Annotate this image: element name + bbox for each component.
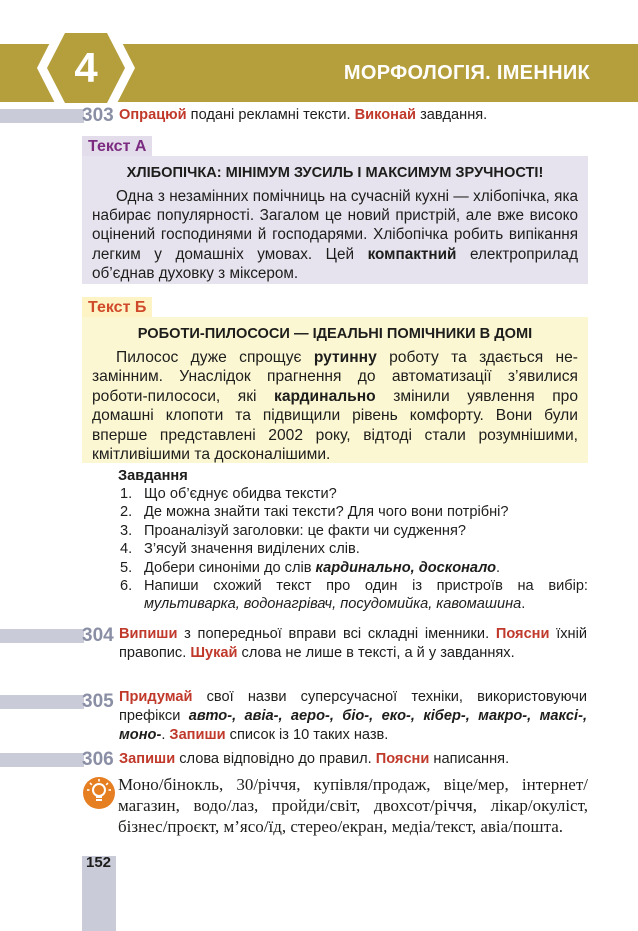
action-word: Виконай [354,107,417,123]
task-number: 4. [120,541,133,558]
action-word: Поясни [375,751,430,767]
task-text: Що об’єднує обидва тексти? [144,486,337,502]
paragraph-text: роботу та здається незамінним. Унаслідок прагнення до автоматизації з’явилися роботи-пилососи, які [92,349,578,405]
text-a-label: Текст А [82,136,152,158]
task-item [118,485,588,503]
exercise-306-instruction [119,750,587,769]
highlighted-word: компактний [367,245,457,263]
exercise-number: 306 [82,749,114,770]
action-word: Запиши [169,727,226,743]
chapter-title: МОРФОЛОГІЯ. ІМЕННИК [343,62,590,84]
action-word: Шукай [190,645,238,661]
exercise-strip [0,695,84,709]
instruction-text: свої назви суперсучасної техніки, використовуючи префікси [119,689,587,724]
instruction-text: подані рекламні тексти. [186,107,355,123]
task-text: З’ясуй значення виділених слів. [144,541,360,558]
task-item [118,522,588,540]
paragraph-text: електроприлад об’єднав духовку з міксером. [92,245,578,282]
text-a-box [82,156,588,284]
text-b-box [82,317,588,463]
exercise-304-instruction [119,625,587,663]
action-word: Запиши [119,751,176,767]
highlighted-word: рутинну [313,349,377,366]
highlighted-word: кардинально [274,387,376,405]
task-item [118,559,588,577]
text-a-title: ХЛІБОПІЧКА: МІНІМУМ ЗУСИЛЬ І МАКСИМУМ ЗРУЧНОСТІ! [126,165,544,181]
instruction-text: . [161,727,170,743]
task-number: 5. [120,559,133,576]
task-number: 3. [120,522,133,539]
task-text: Добери синоніми до слів [144,559,316,576]
exercise-306-words: Моно/бінокль, 30/річчя, купівля/продаж, віце/мер, інтернет/магазин, водо/лаз, пройди/світ, двохсот/річчя, лікар/окуліст, бізнес/проєкт, м’ясо/їд, стерео/екран, медіа/текст, авіа/пошта. [118,775,588,836]
lightbulb-icon [82,776,116,810]
exercise-number: 305 [82,691,114,712]
text-b-title: РОБОТИ-ПИЛОСОСИ — ІДЕАЛЬНІ ПОМІЧНИКИ В ДОМІ [137,326,533,342]
exercise-strip [0,629,84,643]
task-emphasis: мультиварка, водонагрівач, посудомийка, кавомашина [144,596,522,613]
exercise-number: 303 [82,105,114,126]
exercise-strip [0,109,84,123]
action-word: Придумай [119,689,193,705]
task-text: Проаналізуй заголовки: це факти чи судження? [144,522,466,539]
text-b-paragraph [82,344,588,464]
task-emphasis: кардинально, досконало [315,559,497,576]
action-word: Опрацюй [119,107,187,123]
task-text: . [496,559,501,576]
instruction-text: написання. [429,751,510,767]
paragraph-text: Одна з незамінних помічниць на сучасній кухні — хлібопічка, яка набирає популярності. Загалом це новий пристрій, але вже високо оцінений господинями й господарями. Хлібопічка робить випікання легким у домашніх умовах. Цей [92,188,578,263]
instruction-text: слова не лише в тексті, а й у завданнях. [237,645,515,661]
exercise-number: 304 [82,625,114,646]
paragraph-text: Пилосос дуже спрощує [116,349,314,366]
task-item [118,503,588,521]
task-text: Напиши схожий текст про один із пристроїв на вибір: [144,578,588,595]
task-number: 6. [120,578,133,595]
instruction-text: список із 10 таких назв. [225,727,389,743]
instruction-text: їхній правопис. [119,626,587,661]
task-number: 2. [120,504,133,521]
chapter-number: 4 [74,44,98,91]
task-number: 1. [120,486,133,502]
tasks-list [118,467,588,614]
text-b-label: Текст Б [82,297,152,319]
task-item [118,577,588,614]
page-number: 152 [86,854,112,871]
text-a-paragraph [82,183,588,283]
instruction-text: слова відповідно до правил. [175,751,376,767]
instruction-text: завдання. [416,107,488,123]
task-text: . [521,596,526,613]
exercise-strip [0,753,84,767]
instruction-text: з попередньої вправи всі складні іменники. [177,626,496,642]
action-word: Випиши [119,626,178,642]
task-item [118,540,588,558]
tasks-title: Завдання [118,468,188,484]
exercise-305-instruction [119,688,587,745]
task-text: Де можна знайти такі тексти? Для чого вони потрібні? [144,504,509,521]
exercise-303-instruction [119,106,589,125]
paragraph-text: змінили уявлення про домашні клопоти та підвищили рівень комфорту. Вони були вперше представлені 2002 року, відтоді стали розумнішими, кмітливішими та досконалішими. [92,387,578,464]
action-word: Поясни [495,626,550,642]
prefix-list: авто-, авіа-, аеро-, біо-, еко-, кібер-, макро-, максі-, моно- [119,708,587,743]
